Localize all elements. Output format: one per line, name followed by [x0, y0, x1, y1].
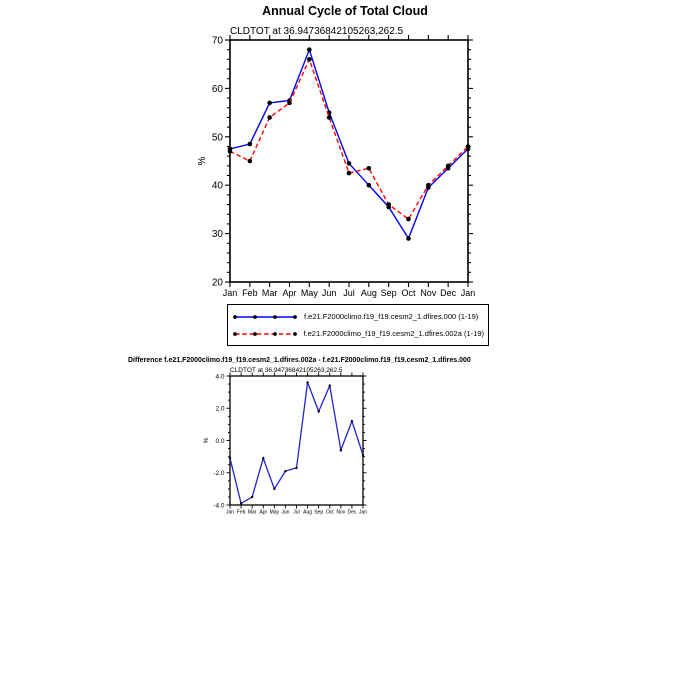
svg-text:Aug: Aug	[303, 509, 313, 516]
svg-text:Jan: Jan	[460, 288, 476, 298]
svg-text:Jul: Jul	[343, 288, 355, 298]
legend-line-sample-red-dashed	[232, 328, 297, 340]
annual-cycle-title: Annual Cycle of Total Cloud	[262, 4, 428, 18]
svg-text:Dec: Dec	[440, 288, 457, 298]
svg-text:20: 20	[211, 277, 223, 289]
svg-text:2.0: 2.0	[215, 405, 225, 413]
svg-text:Apr: Apr	[259, 509, 268, 516]
annual-cycle-plot	[190, 22, 480, 312]
svg-text:Mar: Mar	[247, 509, 257, 516]
svg-text:Mar: Mar	[261, 288, 278, 298]
svg-text:CLDTOT at 36.94736842105263,26: CLDTOT at 36.94736842105263,262.5	[230, 367, 343, 374]
svg-text:-2.0: -2.0	[213, 470, 225, 478]
svg-text:70: 70	[211, 35, 223, 47]
svg-text:Feb: Feb	[242, 288, 258, 298]
svg-text:0.0: 0.0	[215, 437, 225, 445]
legend-item-dfires-002a	[232, 325, 484, 342]
svg-text:50: 50	[211, 132, 223, 144]
svg-text:Jul: Jul	[293, 509, 300, 516]
legend-box	[227, 304, 489, 346]
svg-text:Sep: Sep	[314, 509, 324, 516]
svg-text:-4.0: -4.0	[213, 502, 225, 510]
svg-text:Feb: Feb	[236, 509, 246, 516]
svg-text:30: 30	[211, 229, 223, 241]
svg-text:May: May	[269, 509, 280, 516]
svg-text:Oct: Oct	[401, 288, 416, 298]
svg-text:Jan: Jan	[225, 509, 235, 516]
svg-text:Nov: Nov	[336, 509, 346, 516]
svg-text:Dec: Dec	[347, 509, 357, 516]
svg-text:May: May	[300, 288, 318, 298]
difference-title: Difference f.e21.F2000climo.f19_f19.cesm2_1.dfires.002a - f.e21.F2000climo.f19_f19.cesm2_1.dfires.000	[128, 357, 471, 364]
svg-text:Nov: Nov	[420, 288, 437, 298]
legend-line-sample-blue-solid	[232, 311, 298, 323]
legend-label-dfires-000: f.e21.F2000climo.f19_f19.cesm2_1.dfires.000 (1-19)	[304, 312, 479, 321]
svg-text:4.0: 4.0	[215, 373, 225, 381]
svg-text:CLDTOT at 36.94736842105263,26: CLDTOT at 36.94736842105263,262.5	[230, 26, 404, 37]
difference-plot	[195, 366, 380, 524]
svg-text:%: %	[203, 437, 210, 444]
svg-text:Apr: Apr	[282, 288, 297, 298]
svg-text:Aug: Aug	[360, 288, 377, 298]
svg-text:Jan: Jan	[358, 509, 368, 516]
svg-text:40: 40	[211, 180, 223, 192]
legend-item-dfires-000	[232, 308, 484, 325]
svg-text:Jan: Jan	[222, 288, 238, 298]
svg-text:Sep: Sep	[380, 288, 397, 298]
svg-text:Jun: Jun	[281, 509, 290, 516]
svg-text:%: %	[197, 156, 208, 166]
svg-text:60: 60	[211, 83, 223, 95]
legend-label-dfires-002a: f.e21.F2000climo_f19_f19.cesm2_1.dfires.002a (1-19)	[303, 329, 484, 338]
svg-text:Jun: Jun	[321, 288, 337, 298]
svg-text:Oct: Oct	[325, 509, 334, 516]
